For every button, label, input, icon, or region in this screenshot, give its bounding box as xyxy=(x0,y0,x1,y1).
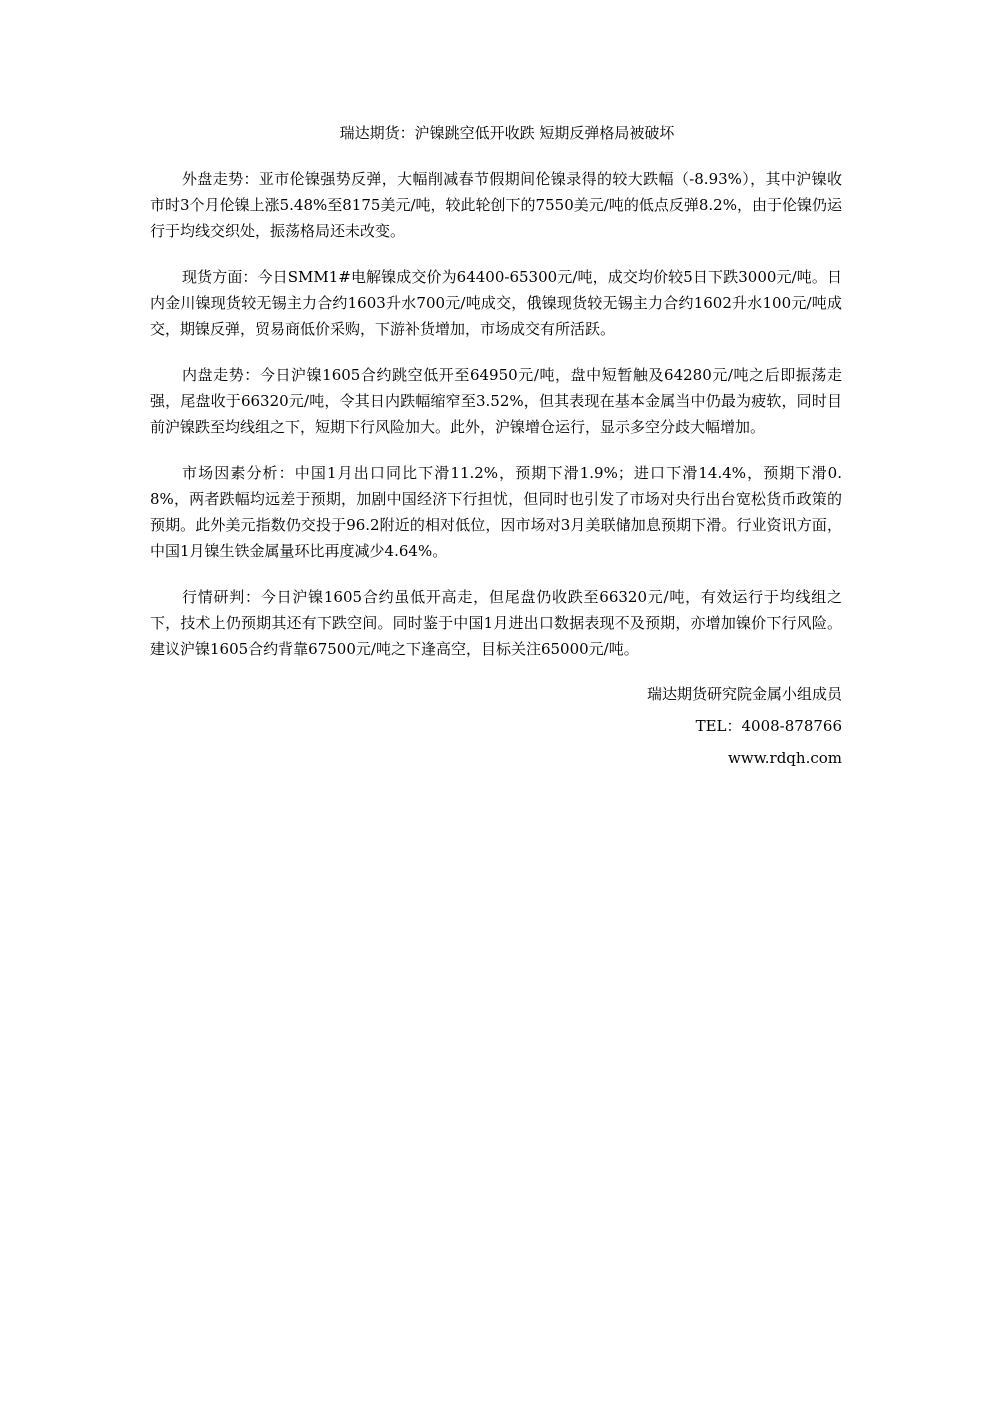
paragraph-domestic-market: 内盘走势：今日沪镍1605合约跳空低开至64950元/吨，盘中短暂触及64280元/吨之后即振荡走强，尾盘收于66320元/吨，令其日内跌幅缩窄至3.52%，但其表现在基本金属当中仍最为疲软，同时目前沪镍跌至均线组之下，短期下行风险加大。此外，沪镍增仓运行，显示多空分歧大幅增加。 xyxy=(150,366,842,436)
document-title: 瑞达期货：沪镍跳空低开收跌 短期反弹格局被破坏 xyxy=(339,124,675,142)
paragraph-spot-market: 现货方面：今日SMM1#电解镍成交价为64400-65300元/吨，成交均价较5日下跌3000元/吨。日内金川镍现货较无锡主力合约1603升水700元/吨成交，俄镍现货较无锡主力合约1602升水100元/吨成交，期镍反弹，贸易商低价采购，下游补货增加，市场成交有所活跃。 xyxy=(150,268,842,338)
document-page xyxy=(150,120,842,774)
footer-tel: TEL：4008-878766 xyxy=(695,717,842,735)
footer-org: 瑞达期货研究院金属小组成员 xyxy=(646,685,842,703)
paragraph-outlook: 行情研判：今日沪镍1605合约虽低开高走，但尾盘仍收跌至66320元/吨，有效运行于均线组之下，技术上仍预期其还有下跌空间。同时鉴于中国1月进出口数据表现不及预期，亦增加镍价下行风险。建议沪镍1605合约背靠67500元/吨之下逢高空，目标关注65000元/吨。 xyxy=(150,588,842,658)
document-footer xyxy=(150,678,842,774)
paragraph-market-factors: 市场因素分析：中国1月出口同比下滑11.2%，预期下滑1.9%；进口下滑14.4%，预期下滑0.8%，两者跌幅均远差于预期，加剧中国经济下行担忧，但同时也引发了市场对央行出台宽松货币政策的预期。此外美元指数仍交投于96.2附近的相对低位，因市场对3月美联储加息预期下滑。行业资讯方面，中国1月镍生铁金属量环比再度减少4.64%。 xyxy=(150,464,842,560)
paragraph-overseas-market: 外盘走势：亚市伦镍强势反弹，大幅削减春节假期间伦镍录得的较大跌幅（-8.93%），其中沪镍收市时3个月伦镍上涨5.48%至8175美元/吨，较此轮创下的7550美元/吨的低点反弹8.2%，由于伦镍仍运行于均线交织处，振荡格局还未改变。 xyxy=(150,170,842,240)
footer-website: www.rdqh.com xyxy=(728,749,842,767)
